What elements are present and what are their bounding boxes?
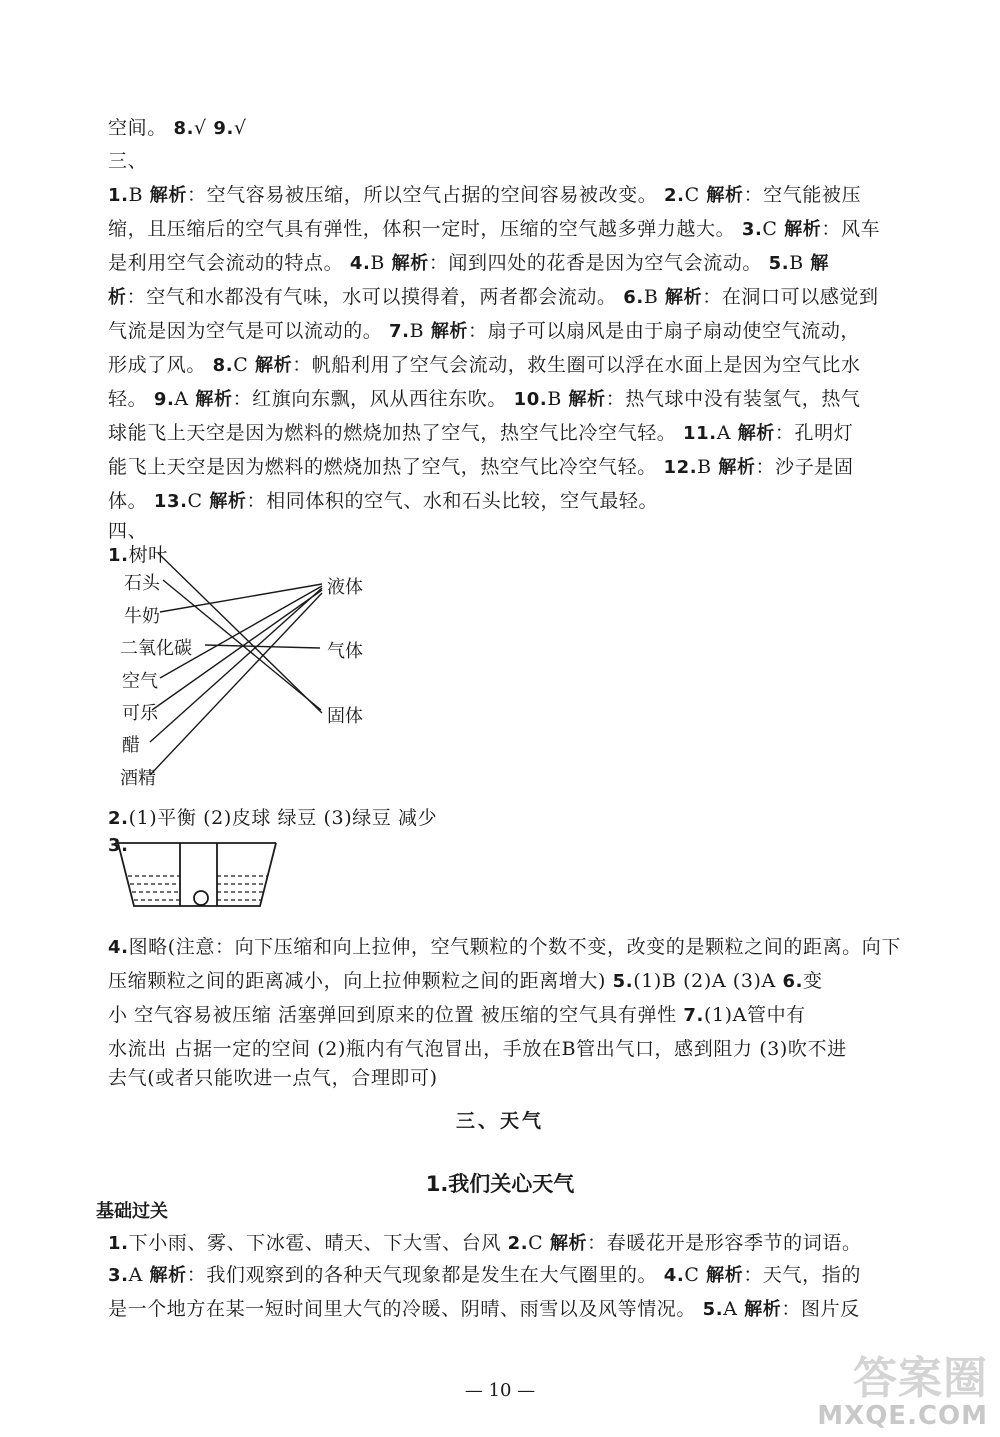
answer-text: 轻。: [108, 388, 154, 410]
bold-marker: 1.: [108, 545, 129, 566]
answer-text: ：我们观察到的各种天气现象都是发生在大气圈里的。: [186, 1264, 664, 1286]
subsection-heading: 基础过关: [96, 1201, 168, 1222]
answer-text: 变: [803, 970, 823, 992]
answer-text: 能飞上天空是因为燃料的燃烧加热了空气，热空气比冷空气轻。: [108, 456, 664, 478]
watermark-sub: MXQE.COM: [817, 1401, 988, 1431]
answer-text: 是一个地方在某一短时间里大气的冷暖、阴晴、雨雪以及风等情况。: [108, 1298, 703, 1320]
answer-text: A: [723, 1298, 745, 1320]
answer-text: 小 空气容易被压缩 活塞弹回到原来的位置 被压缩的空气具有弹性: [108, 1004, 684, 1026]
bold-marker: 8.: [212, 355, 234, 376]
match-left-item: 醋: [122, 735, 140, 756]
bold-marker: 5.: [768, 253, 790, 274]
bold-marker: 5.: [612, 971, 634, 992]
answer-text: √: [194, 117, 214, 139]
bold-marker: 4.: [349, 253, 371, 274]
answer-text: ：沙子是固: [755, 456, 854, 478]
answer-text: 水流出 占据一定的空间 (2)瓶内有气泡冒出，手放在B管出气口，感到阻力 (3)吹不进: [108, 1038, 847, 1060]
watermark-logo: [817, 1353, 988, 1431]
match-left-item: 牛奶: [124, 606, 160, 627]
answer-text: ：空气容易被压缩，所以空气占据的空间容易被改变。: [186, 184, 665, 206]
bold-marker: 解析: [706, 1265, 744, 1286]
watermark-main: 答案圈: [853, 1353, 988, 1404]
answer-text: 体。: [108, 490, 154, 512]
answer-text: 球能飞上天空是因为燃料的燃烧加热了空气，热空气比冷空气轻。: [108, 422, 684, 444]
answer-text: 四、: [108, 520, 148, 542]
bold-marker: 解析: [254, 355, 293, 376]
bold-marker: 解析: [195, 389, 233, 410]
answer-text: 缩，且压缩后的空气具有弹性，体积一定时，压缩的空气越多弹力越大。: [108, 218, 742, 240]
match-left-item: 石头: [124, 573, 160, 594]
bold-marker: 解析: [430, 321, 469, 342]
answer-text: ：风车: [821, 218, 881, 240]
match-left-item: 酒精: [120, 768, 156, 789]
answer-text: 下小雨、雾、下冰雹、晴天、下大雪、台风: [128, 1232, 508, 1254]
answer-text: B: [643, 286, 666, 308]
bold-marker: 4.: [108, 937, 129, 958]
bold-marker: 解析: [706, 185, 744, 206]
match-left-item: 可乐: [122, 703, 158, 724]
bold-marker: 解析: [665, 287, 703, 308]
answer-text: (1)A管中有: [703, 1004, 806, 1026]
match-left-item: 空气: [122, 671, 158, 692]
bold-marker: 1.: [108, 185, 129, 206]
bold-marker: 6.: [782, 971, 804, 992]
bold-marker: 9.: [153, 389, 175, 410]
answer-text: ：相同体积的空气、水和石头比较，空气最轻。: [246, 490, 659, 512]
answer-text: 形成了风。: [108, 354, 213, 376]
answer-text: ：闻到四处的花香是因为空气会流动。: [428, 252, 769, 274]
answer-text: B: [547, 388, 569, 410]
bold-marker: 析: [108, 287, 127, 308]
bold-marker: 解析: [149, 185, 187, 206]
answer-text: C: [233, 354, 255, 376]
bold-marker: 10.: [513, 389, 548, 410]
bold-marker: 13.: [153, 491, 188, 512]
bold-marker: 9.: [213, 118, 234, 139]
bold-marker: 7.: [389, 321, 410, 342]
answer-text: 压缩颗粒之间的距离减小，向上拉伸颗粒之间的距离增大): [108, 970, 613, 992]
answer-text: A: [128, 1264, 150, 1286]
bold-marker: 2.: [507, 1233, 529, 1254]
bold-marker: 11.: [683, 423, 717, 444]
answer-text: 空间。: [108, 117, 174, 139]
bold-marker: 7.: [683, 1005, 704, 1026]
bold-marker: 解析: [149, 1265, 187, 1286]
bold-marker: 解析: [784, 219, 822, 240]
answer-text: ：孔明灯: [774, 422, 854, 444]
bold-marker: 3.: [108, 1265, 129, 1286]
answer-text: (1)平衡 (2)皮球 绿豆 (3)绿豆 减少: [128, 807, 438, 829]
bold-marker: 解析: [568, 389, 606, 410]
bold-marker: 解析: [549, 1233, 588, 1254]
bold-marker: 2.: [108, 808, 129, 829]
bold-marker: 解析: [718, 457, 756, 478]
answer-text: ：空气和水都没有气味，水可以摸得着，两者都会流动。: [126, 286, 624, 308]
answer-text: C: [187, 490, 210, 512]
answer-text: 气流是因为空气是可以流动的。: [108, 320, 390, 342]
answer-text: B: [409, 320, 431, 342]
match-right-item: 液体: [327, 577, 363, 598]
bold-marker: 6.: [623, 287, 644, 308]
bold-marker: 4.: [663, 1265, 685, 1286]
answer-text: A: [174, 388, 196, 410]
section-title: 三、天气: [455, 1110, 544, 1132]
answer-text: 是利用空气会流动的特点。: [108, 252, 350, 274]
bold-marker: 解析: [744, 1299, 782, 1320]
answer-text: A: [716, 422, 738, 444]
answer-text: ：在洞口可以感觉到: [702, 286, 879, 308]
answer-text: C: [528, 1232, 550, 1254]
bold-marker: 5.: [702, 1299, 724, 1320]
bold-marker: 1.: [108, 1233, 129, 1254]
bold-marker: 解析: [391, 253, 429, 274]
bold-marker: 3.: [108, 835, 129, 856]
answer-text: √: [233, 117, 247, 139]
answer-text: 图略(注意：向下压缩和向上拉伸，空气颗粒的个数不变，改变的是颗粒之间的距离。向下: [128, 936, 901, 958]
answer-text: C: [684, 184, 707, 206]
bold-marker: 解析: [209, 491, 247, 512]
answer-text: ：天气，指的: [743, 1264, 861, 1286]
answer-text: ：扇子可以扇风是由于扇子扇动使空气流动，: [468, 320, 861, 342]
answer-text: ：空气能被压: [743, 184, 862, 206]
answer-text: B: [697, 456, 719, 478]
answer-text: C: [684, 1264, 707, 1286]
answer-text: B: [789, 252, 811, 274]
answer-text: 三、: [108, 150, 148, 172]
bold-marker: 解析: [737, 423, 775, 444]
answer-text: B: [128, 184, 150, 206]
answer-text: C: [762, 218, 785, 240]
answer-text: (1)B (2)A (3)A: [633, 970, 783, 992]
bold-marker: 2.: [664, 185, 685, 206]
answer-text: ：热气球中没有装氢气，热气: [605, 388, 861, 410]
answer-text: ：红旗向东飘，风从西往东吹。: [232, 388, 514, 410]
match-right-item: 气体: [327, 641, 363, 662]
answer-text: ：帆船利用了空气会流动，救生圈可以浮在水面上是因为空气比水: [292, 354, 861, 376]
bold-marker: 3.: [741, 219, 763, 240]
page-number: — 10 —: [464, 1380, 536, 1401]
answer-text: B: [370, 252, 392, 274]
answer-text: ：图片反: [781, 1298, 860, 1320]
bold-marker: 12.: [663, 457, 698, 478]
match-left-item: 二氧化碳: [120, 638, 192, 659]
answer-text: 树叶: [128, 544, 168, 566]
match-right-item: 固体: [327, 706, 363, 727]
answer-text: ：春暖花开是形容季节的词语。: [587, 1232, 862, 1254]
bold-marker: 解: [810, 253, 830, 274]
bold-marker: 8.: [173, 118, 195, 139]
lesson-title: 1.我们关心天气: [425, 1172, 575, 1196]
answer-text: 去气(或者只能吹进一点气，合理即可): [108, 1067, 438, 1089]
